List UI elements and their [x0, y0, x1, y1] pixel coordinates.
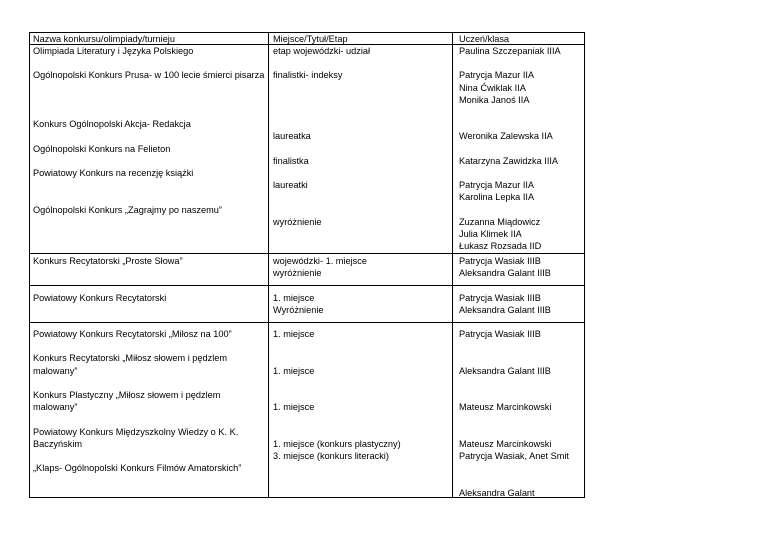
cell-line — [273, 389, 401, 401]
cell-line — [33, 130, 264, 142]
cell-line: Zuzanna Miądowicz — [459, 216, 541, 227]
cell-line: Konkurs Plastyczny „Miłosz słowem i pędzlem — [33, 390, 221, 401]
cell-line: Aleksandra Galant IIIB — [459, 268, 551, 279]
cell-line — [273, 352, 401, 364]
cell-line — [459, 377, 569, 389]
cell-line — [33, 179, 264, 191]
cell-line: etap wojewódzki- udział — [273, 46, 371, 56]
row-divider — [29, 322, 585, 323]
cell-line: Karolina Lepka IIA — [459, 192, 535, 203]
cell-line: Konkurs Ogólnopolski Akcja- Redakcja — [33, 119, 191, 130]
cell-line: 1. miejsce — [273, 293, 315, 303]
cell-line: Patrycja Mazur IIA — [459, 70, 535, 81]
cell-line: 1. miejsce (konkurs plastyczny) — [273, 438, 401, 449]
cell-line — [33, 191, 264, 203]
cell-line — [459, 204, 561, 216]
cell-line: wyróżnienie — [273, 268, 322, 279]
table-row-3-students — [459, 292, 551, 316]
cell-line — [273, 191, 370, 203]
cell-line — [273, 118, 370, 130]
cell-line — [33, 377, 241, 389]
header-competition: Nazwa konkursu/olimpiady/turnieju — [33, 34, 175, 44]
cell-line: laureatka — [273, 131, 311, 142]
cell-line: Paulina Szczepaniak IIIA — [459, 46, 561, 56]
cell-line: 1. miejsce — [273, 402, 315, 413]
cell-line — [459, 106, 561, 118]
cell-line: „Klaps- Ogólnopolski Konkurs Filmów Amatorskich” — [33, 463, 242, 474]
cell-line: Konkurs Recytatorski „Proste Słowa” — [33, 256, 183, 266]
cell-line: Patrycja Wasiak IIIB — [459, 256, 541, 266]
cell-line: Łukasz Rozsada IID — [459, 241, 542, 252]
cell-line: Nina Ćwiklak IIA — [459, 82, 526, 93]
cell-line — [273, 340, 401, 352]
cell-line: Konkurs Recytatorski „Miłosz słowem i pędzlem — [33, 353, 228, 364]
cell-line — [33, 413, 241, 425]
cell-line: laureatki — [273, 180, 308, 191]
cell-line — [33, 57, 264, 69]
column-divider — [268, 32, 269, 497]
row-divider — [29, 285, 585, 286]
cell-line: finalistki- indeksy — [273, 70, 343, 81]
cell-line — [459, 474, 569, 486]
cell-line — [459, 118, 561, 130]
cell-line: wojewódzki- 1. miejsce — [273, 256, 367, 266]
cell-line — [459, 352, 569, 364]
column-divider — [452, 32, 453, 497]
cell-line — [273, 106, 370, 118]
cell-line: Ogólnopolski Konkurs „Zagrajmy po naszemu” — [33, 204, 222, 215]
header-student: Uczeń/klasa — [459, 34, 510, 44]
cell-line: wyróżnienie — [273, 216, 322, 227]
cell-line — [33, 82, 264, 94]
cell-line: finalistka — [273, 155, 309, 166]
cell-line: Patrycja Wasiak, Anet Smit — [459, 451, 569, 462]
cell-line: 3. miejsce (konkurs literacki) — [273, 451, 389, 462]
cell-line — [33, 155, 264, 167]
cell-line — [273, 82, 370, 94]
cell-line — [459, 340, 569, 352]
cell-line — [273, 426, 401, 438]
cell-line — [273, 413, 401, 425]
cell-line: Katarzyna Zawidzka IIIA — [459, 155, 559, 166]
cell-line: Mateusz Marcinkowski — [459, 438, 552, 449]
table-row-1-students — [459, 45, 561, 252]
cell-line: Julia Klimek IIA — [459, 229, 522, 240]
cell-line — [273, 94, 370, 106]
cell-line — [459, 413, 569, 425]
cell-line: Ogólnopolski Konkurs na Felieton — [33, 143, 171, 154]
cell-line: 1. miejsce — [273, 329, 315, 339]
table-row-1-competitions — [33, 45, 264, 216]
table-row-4-places — [273, 328, 401, 462]
cell-line: Wyróżnienie — [273, 305, 324, 316]
table-row-4-students — [459, 328, 569, 499]
row-divider — [29, 253, 585, 254]
cell-line — [33, 106, 264, 118]
cell-line: Monika Janoś IIA — [459, 94, 530, 105]
cell-line — [273, 204, 370, 216]
cell-line: Powiatowy Konkurs Recytatorski „Miłosz na 100” — [33, 329, 232, 339]
cell-line — [459, 167, 561, 179]
cell-line: Powiatowy Konkurs na recenzję książki — [33, 168, 194, 179]
cell-line: Mateusz Marcinkowski — [459, 402, 552, 413]
cell-line — [273, 143, 370, 155]
cell-line: 1. miejsce — [273, 365, 315, 376]
cell-line — [459, 426, 569, 438]
cell-line — [459, 462, 569, 474]
table-row-2-places — [273, 255, 367, 279]
table-row-4-competitions — [33, 328, 241, 474]
table-row-3-competitions — [33, 292, 166, 304]
table-row-1-places — [273, 45, 370, 228]
cell-line: Aleksandra Galant — [459, 487, 535, 498]
cell-line: malowany” — [33, 402, 78, 413]
cell-line: Baczyńskim — [33, 438, 83, 449]
cell-line — [459, 143, 561, 155]
cell-line: Aleksandra Galant IIIB — [459, 365, 551, 376]
cell-line: Powiatowy Konkurs Międzyszkolny Wiedzy o K. K. — [33, 426, 239, 437]
cell-line: Aleksandra Galant IIIB — [459, 305, 551, 316]
cell-line: Powiatowy Konkurs Recytatorski — [33, 293, 167, 303]
cell-line: Patrycja Mazur IIA — [459, 180, 535, 191]
cell-line: Patrycja Wasiak IIIB — [459, 329, 541, 339]
table-row-2-students — [459, 255, 551, 279]
cell-line: Patrycja Wasiak IIIB — [459, 293, 541, 303]
table-row-2-competitions — [33, 255, 183, 267]
cell-line — [273, 377, 401, 389]
cell-line: Weronika Zalewska IIA — [459, 131, 553, 142]
table-border-right — [584, 32, 585, 497]
cell-line: Ogólnopolski Konkurs Prusa- w 100 lecie śmierci pisarza — [33, 70, 265, 81]
cell-line: malowany” — [33, 365, 78, 376]
cell-line: Olimpiada Literatury i Języka Polskiego — [33, 46, 194, 56]
cell-line — [459, 57, 561, 69]
table-border-left — [29, 32, 30, 497]
table-row-3-places — [273, 292, 323, 316]
cell-line — [459, 389, 569, 401]
cell-line — [33, 94, 264, 106]
cell-line — [33, 340, 241, 352]
cell-line — [273, 167, 370, 179]
header-place: Miejsce/Tytuł/Etap — [273, 34, 348, 44]
cell-line — [273, 57, 370, 69]
cell-line — [33, 450, 241, 462]
